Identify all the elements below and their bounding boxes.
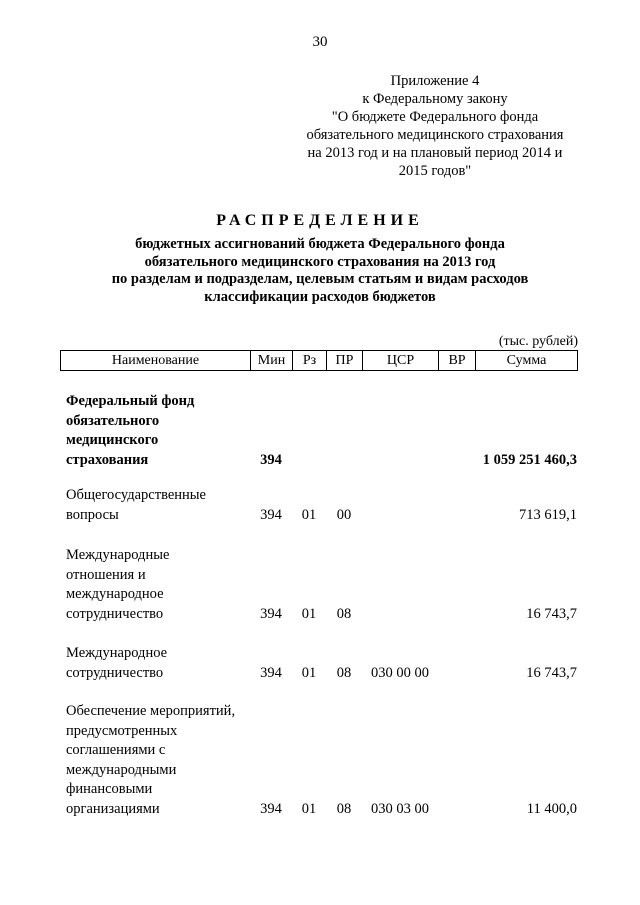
row-name-line: страхования <box>66 451 149 468</box>
row-name <box>66 702 256 819</box>
cell-rz: 01 <box>301 664 317 681</box>
cell-csr: 030 03 00 <box>371 800 429 817</box>
cell-pr: 08 <box>336 605 352 622</box>
row-name-line: сотрудничество <box>66 605 164 622</box>
table-header <box>60 350 578 371</box>
table-row <box>0 392 640 470</box>
row-name-line: Международные <box>66 547 170 563</box>
header-sum: Сумма <box>506 353 547 368</box>
row-name-line: организациями <box>66 800 160 817</box>
appendix-line: на 2013 год и на плановый период 2014 и <box>307 145 563 161</box>
row-name-line: Федеральный фонд <box>66 393 195 409</box>
row-name-line: обязательного <box>66 412 160 429</box>
header-csr: ЦСР <box>363 351 439 370</box>
row-name-line: международное <box>66 586 164 602</box>
header-rz: Рз <box>293 351 327 370</box>
cell-sum: 11 400,0 <box>526 800 577 817</box>
appendix-block <box>290 72 580 180</box>
cell-sum: 1 059 251 460,3 <box>482 451 577 468</box>
subtitle-line: классификации расходов бюджетов <box>204 288 436 305</box>
cell-min: 394 <box>260 800 282 817</box>
row-name-line: отношения и <box>66 566 146 583</box>
cell-rz: 01 <box>301 800 317 817</box>
cell-sum: 713 619,1 <box>519 506 577 523</box>
row-name-line: международными <box>66 761 177 778</box>
header-min: Мин <box>251 351 293 370</box>
header-pr: ПР <box>327 351 363 370</box>
cell-min: 394 <box>260 451 282 468</box>
cell-rz: 01 <box>301 605 317 622</box>
row-name-line: сотрудничество <box>66 664 164 681</box>
units-label: (тыс. рублей) <box>498 334 578 349</box>
cell-pr: 08 <box>336 664 352 681</box>
cell-min: 394 <box>260 605 282 622</box>
row-name-line: соглашениями с <box>66 742 166 758</box>
appendix-line: к Федеральному закону <box>362 91 508 107</box>
document-title: РАСПРЕДЕЛЕНИЕ <box>216 212 424 229</box>
document-subtitle <box>80 236 560 306</box>
row-name-line: медицинского <box>66 432 159 448</box>
page-number: 30 <box>312 34 328 50</box>
row-name <box>66 486 256 525</box>
cell-pr: 08 <box>336 800 352 817</box>
row-name-line: Общегосударственные <box>66 487 206 503</box>
row-name-line: Международное <box>66 645 168 661</box>
table-row <box>0 546 640 624</box>
row-name-line: Обеспечение мероприятий, <box>66 703 236 719</box>
row-name-line: финансовыми <box>66 781 153 797</box>
cell-min: 394 <box>260 664 282 681</box>
row-name <box>66 392 256 470</box>
table-row <box>0 702 640 819</box>
cell-sum: 16 743,7 <box>526 664 577 681</box>
header-name: Наименование <box>61 351 251 370</box>
cell-sum: 16 743,7 <box>526 605 577 622</box>
cell-csr: 030 00 00 <box>371 664 429 681</box>
cell-rz: 01 <box>301 506 317 523</box>
table-row <box>0 486 640 525</box>
table-row <box>0 644 640 683</box>
header-vr: ВР <box>439 351 476 370</box>
appendix-line: 2015 годов" <box>398 163 472 179</box>
appendix-line: "О бюджете Федерального фонда <box>331 109 539 125</box>
row-name-line: предусмотренных <box>66 722 178 739</box>
row-name-line: вопросы <box>66 506 119 523</box>
subtitle-line: по разделам и подразделам, целевым статьям и видам расходов <box>111 271 529 287</box>
subtitle-line: бюджетных ассигнований бюджета Федерального фонда <box>135 236 505 252</box>
row-name <box>66 644 256 683</box>
subtitle-line: обязательного медицинского страхования на 2013 год <box>144 253 496 270</box>
row-name <box>66 546 256 624</box>
cell-min: 394 <box>260 506 282 523</box>
appendix-line: обязательного медицинского страхования <box>306 127 564 143</box>
cell-pr: 00 <box>336 506 352 523</box>
appendix-line: Приложение 4 <box>390 73 480 89</box>
